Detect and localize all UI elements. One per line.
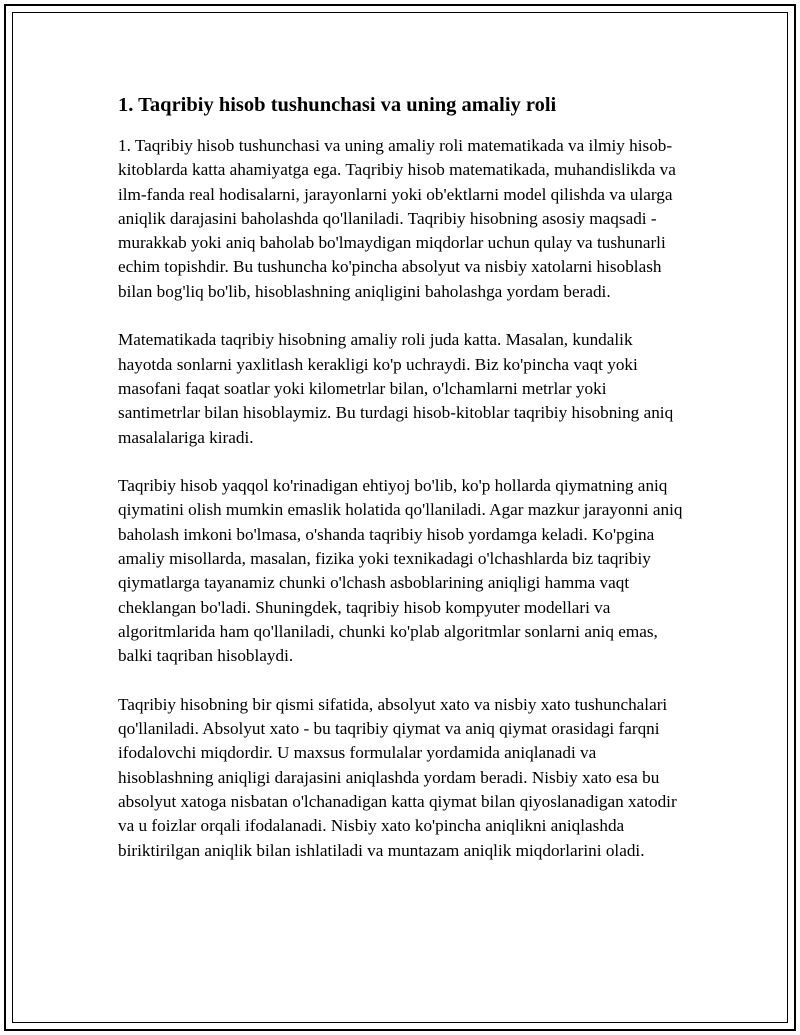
section-heading: 1. Taqribiy hisob tushunchasi va uning amaliy roli: [118, 94, 557, 116]
paragraph-2: Matematikada taqribiy hisobning amaliy roli juda katta. Masalan, kundalik hayotda sonlarni yaxlitlash kerakligi ko'p uchraydi. Biz ko'pincha vaqt yoki masofani faqat soatlar yoki kilometrlar bilan, o'lchamlarni metrlar yoki santimetrlar bilan hisoblaymiz. Bu turdagi hisob-kitoblar taqribiy hisobning aniq masalalariga kiradi.: [118, 330, 674, 447]
paragraph-1: 1. Taqribiy hisob tushunchasi va uning amaliy roli matematikada va ilmiy hisob-kitoblarda katta ahamiyatga ega. Taqribiy hisob matematikada, muhandislikda va ilm-fanda real hodisalarni, jarayonlarni yoki ob'ektlarni model qilishda va ularga aniqlik darajasini baholashda qo'llaniladi. Taqribiy hisobning asosiy maqsadi - murakkab yoki aniq baholab bo'lmaydigan miqdorlar uchun qulay va tushunarli echim topishdir. Bu tushuncha ko'pincha absolyut va nisbiy xatolarni hisoblash bilan bog'liq bo'lib, hisoblashning aniqligini baholashga yordam beradi.: [118, 136, 676, 301]
paragraph-4: Taqribiy hisobning bir qismi sifatida, absolyut xato va nisbiy xato tushunchalari qo'llaniladi. Absolyut xato - bu taqribiy qiymat va aniq qiymat orasidagi farqni ifodalovchi miqdordir. U maxsus formulalar yordamida aniqlanadi va hisoblashning aniqligi darajasini aniqlashda yordam beradi. Nisbiy xato esa bu absolyut xatoga nisbatan o'lchanadigan katta qiymat bilan qiyoslanadigan xatodir va u foizlar orqali ifodalanadi. Nisbiy xato ko'pincha aniqlikni aniqlashda biriktirilgan aniqlik bilan ishlatiladi va muntazam aniqlik miqdorlarini oladi.: [118, 694, 677, 860]
paragraph-3: Taqribiy hisob yaqqol ko'rinadigan ehtiyoj bo'lib, ko'p hollarda qiymatning aniq qiymatini olish mumkin emaslik holatida qo'llaniladi. Agar mazkur jarayonni aniq baholash imkoni bo'lmasa, o'shanda taqribiy hisob yordamga keladi. Ko'pgina amaliy misollarda, masalan, fizika yoki texnikadagi o'lchashlarda biz taqribiy qiymatlarga tayanamiz chunki o'lchash asboblarining aniqligi hamma vaqt cheklangan bo'ladi. Shuningdek, taqribiy hisob kompyuter modellari va algoritmlarida ham qo'llaniladi, chunki ko'plab algoritmlar sonlarni aniq emas, balki taqriban hisoblaydi.: [118, 476, 683, 666]
document-body: [118, 92, 688, 887]
